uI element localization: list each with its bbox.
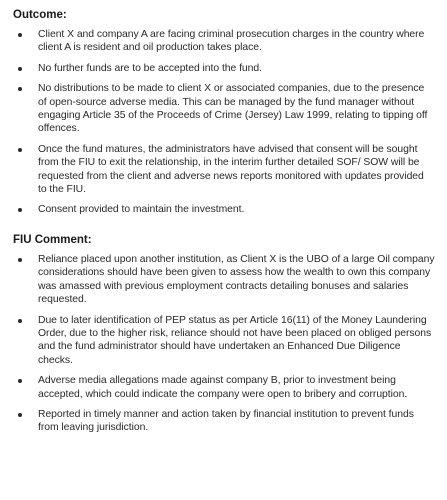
outcome-list <box>12 28 435 217</box>
bullet-icon <box>18 258 22 262</box>
fiu-comment-item-text: Reported in timely manner and action taken by financial institution to prevent funds from leaving jurisdiction. <box>38 408 414 434</box>
bullet-icon <box>18 33 22 37</box>
fiu-comment-item-text: Reliance placed upon another institution, as Client X is the UBO of a large Oil company considerations should have been given to assess how the wealth to own this company was amassed with previous employment contracts detailing bonuses and salaries requested. <box>38 253 435 306</box>
outcome-item-text: Consent provided to maintain the investment. <box>38 204 245 216</box>
outcome-item-text: Once the fund matures, the administrators have advised that consent will be sought from the FIU to exit the relationship, in the interim further detailed SOF/ SOW will be requested from the client and adverse news reports monitored with updates provided to the FIU. <box>38 143 424 196</box>
fiu-comment-item <box>12 253 435 307</box>
fiu-comment-item <box>12 408 435 435</box>
fiu-comment-item-text: Adverse media allegations made against company B, prior to investment being accepted, which could indicate the company were open to bribery and corruption. <box>38 375 408 400</box>
outcome-item-text: No distributions to be made to client X or associated companies, due to the presence of open-source adverse media. This can be managed by the fund manager without engaging Article 35 of the Proceeds of Crime (Jersey) Law 1999, relating to tipping off offences. <box>38 83 428 135</box>
outcome-item-text: No further funds are to be accepted into the fund. <box>38 62 262 74</box>
bullet-icon <box>18 379 22 383</box>
outcome-item <box>12 28 435 55</box>
bullet-icon <box>18 148 22 152</box>
outcome-item <box>12 143 435 197</box>
outcome-item <box>12 203 435 216</box>
fiu-comment-item <box>12 374 435 401</box>
bullet-icon <box>18 67 22 71</box>
fiu-comment-item <box>12 314 435 368</box>
bullet-icon <box>18 87 22 91</box>
bullet-icon <box>18 413 22 417</box>
bullet-icon <box>18 208 22 212</box>
bullet-icon <box>18 319 22 323</box>
outcome-item <box>12 82 435 136</box>
fiu-comment-heading: FIU Comment: <box>13 233 92 246</box>
outcome-heading: Outcome: <box>13 9 67 21</box>
fiu-comment-item-text: Due to later identification of PEP status as per Article 16(11) of the Money Laundering Order, due to the higher risk, reliance should not have been placed on obliged persons and the fund administrator should have undertaken an Enhanced Due Diligence checks. <box>38 314 432 366</box>
outcome-item-text: Client X and company A are facing criminal prosecution charges in the country where client A is resident and oil production takes place. <box>38 29 425 54</box>
fiu-comment-list <box>12 253 435 435</box>
outcome-item <box>12 62 435 75</box>
